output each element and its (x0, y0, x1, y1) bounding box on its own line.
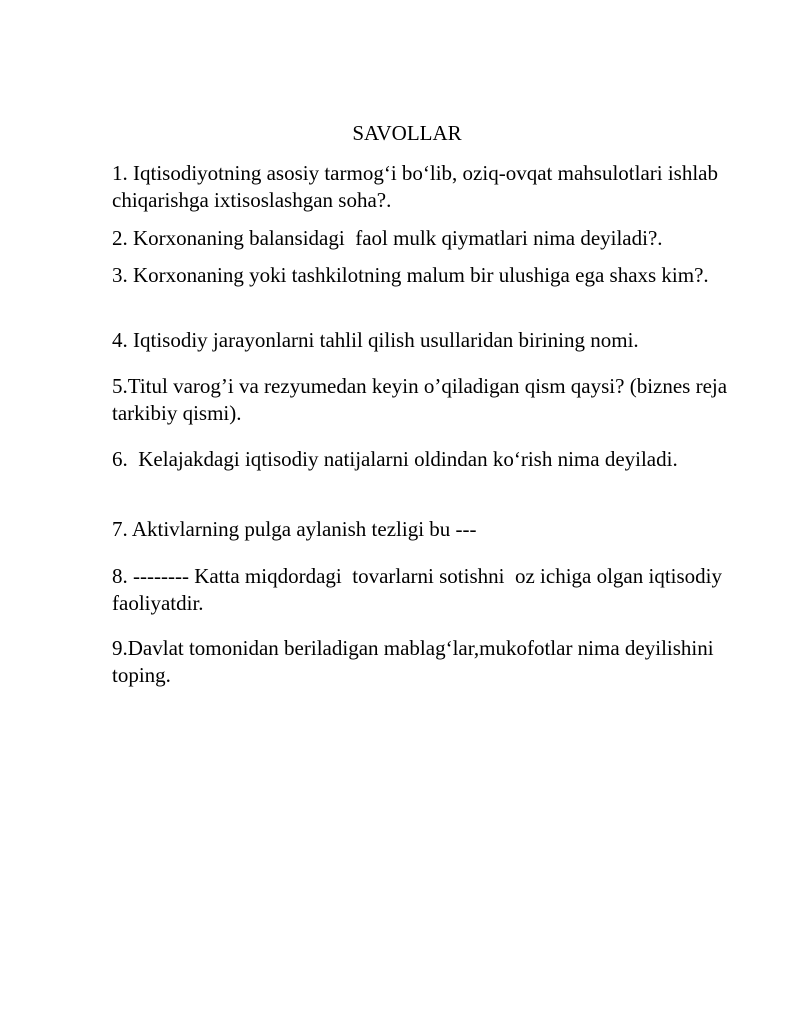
question-9: 9.Davlat tomonidan beriladigan mablag‘lar,mukofotlar nima deyilishini toping. (112, 636, 719, 687)
question-8: 8. -------- Katta miqdordagi tovarlarni sotishni oz ichiga olgan iqtisodiy faoliyatdir. (112, 564, 728, 615)
question-3: 3. Korxonaning yoki tashkilotning malum bir ulushiga ega shaxs kim?. (112, 263, 709, 287)
page-title: SAVOLLAR (352, 121, 462, 145)
question-2: 2. Korxonaning balansidagi faol mulk qiymatlari nima deyiladi?. (112, 226, 663, 250)
question-4: 4. Iqtisodiy jarayonlarni tahlil qilish usullaridan birining nomi. (112, 328, 639, 352)
question-5: 5.Titul varog’i va rezyumedan keyin o’qiladigan qism qaysi? (biznes reja tarkibiy qismi). (112, 374, 733, 425)
question-6: 6. Kelajakdagi iqtisodiy natijalarni oldindan ko‘rish nima deyiladi. (112, 447, 678, 471)
question-7: 7. Aktivlarning pulga aylanish tezligi bu --- (112, 517, 477, 541)
question-1: 1. Iqtisodiyotning asosiy tarmog‘i bo‘lib, oziq-ovqat mahsulotlari ishlab chiqarishga ixtisoslashgan soha?. (112, 161, 724, 212)
